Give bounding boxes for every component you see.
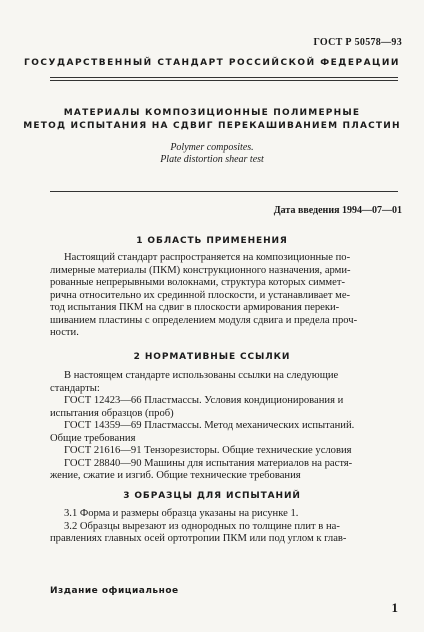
reference-line: жение, сжатие и изгиб. Общие технические требования [50, 470, 301, 481]
paragraph-line: лимерные материалы (ПКМ) конструкционного назначения, арми- [50, 264, 351, 276]
english-title-line2: Plate distortion shear test [160, 154, 264, 165]
document-title-line1: МАТЕРИАЛЫ КОМПОЗИЦИОННЫЕ ПОЛИМЕРНЫЕ [63, 108, 361, 118]
introduction-date: Дата введения 1994—07—01 [273, 205, 402, 216]
paragraph-line: 3.2 Образцы вырезают из однородных по толщине плит в на- [64, 520, 340, 532]
header-rule-bottom [50, 80, 398, 81]
section-2-body [50, 370, 398, 483]
section-2-heading: 2 НОРМАТИВНЫЕ ССЫЛКИ [133, 352, 291, 362]
paragraph-line: 3.1 Форма и размеры образца указаны на рисунке 1. [64, 508, 299, 519]
reference-line: ГОСТ 12423—66 Пластмассы. Условия кондиционирования и [64, 395, 344, 406]
paragraph-line: ности. [50, 327, 79, 338]
reference-line: ГОСТ 21616—91 Тензорезисторы. Общие технические условия [64, 445, 352, 456]
reference-line: ГОСТ 28840—90 Машины для испытания материалов на растя- [64, 457, 353, 469]
section-3-body [50, 508, 398, 546]
header-rule-top [50, 77, 398, 78]
standard-title: ГОСУДАРСТВЕННЫЙ СТАНДАРТ РОССИЙСКОЙ ФЕДЕРАЦИИ [24, 58, 400, 68]
document-title-line2: МЕТОД ИСПЫТАНИЯ НА СДВИГ ПЕРЕКАШИВАНИЕМ ПЛАСТИН [23, 121, 401, 131]
reference-line: ГОСТ 14359—69 Пластмассы. Метод механических испытаний. [64, 420, 355, 431]
paragraph-line: Настоящий стандарт распространяется на композиционные по- [64, 252, 351, 263]
paragraph-line: правлениях главных осей ортотропии ПКМ или под углом к глав- [50, 533, 347, 544]
paragraph-line: рованные непрерывными волокнами, структура которых симмет- [50, 277, 345, 288]
section-1-heading: 1 ОБЛАСТЬ ПРИМЕНЕНИЯ [136, 236, 288, 246]
document-code: ГОСТ Р 50578—93 [313, 37, 402, 48]
reference-line: Общие требования [50, 432, 136, 444]
page-number: 1 [391, 600, 398, 615]
paragraph-line: стандарты: [50, 382, 100, 394]
paragraph-line: тод испытания ПКМ на сдвиг в плоскости армирования переки- [50, 302, 340, 313]
english-title-line1: Polymer composites. [170, 142, 254, 153]
reference-line: испытания образцов (проб) [50, 407, 174, 419]
paragraph-line: В настоящем стандарте использованы ссылки на следующие [64, 370, 339, 381]
section-3-heading: 3 ОБРАЗЦЫ ДЛЯ ИСПЫТАНИЙ [123, 491, 301, 501]
title-rule [50, 191, 398, 192]
edition-label: Издание официальное [50, 586, 179, 596]
section-1-body [50, 252, 398, 340]
paragraph-line: шиванием пластины с определением модуля сдвига и предела проч- [50, 314, 358, 326]
paragraph-line: рична относительно их срединной плоскости, и устанавливает ме- [50, 289, 351, 301]
